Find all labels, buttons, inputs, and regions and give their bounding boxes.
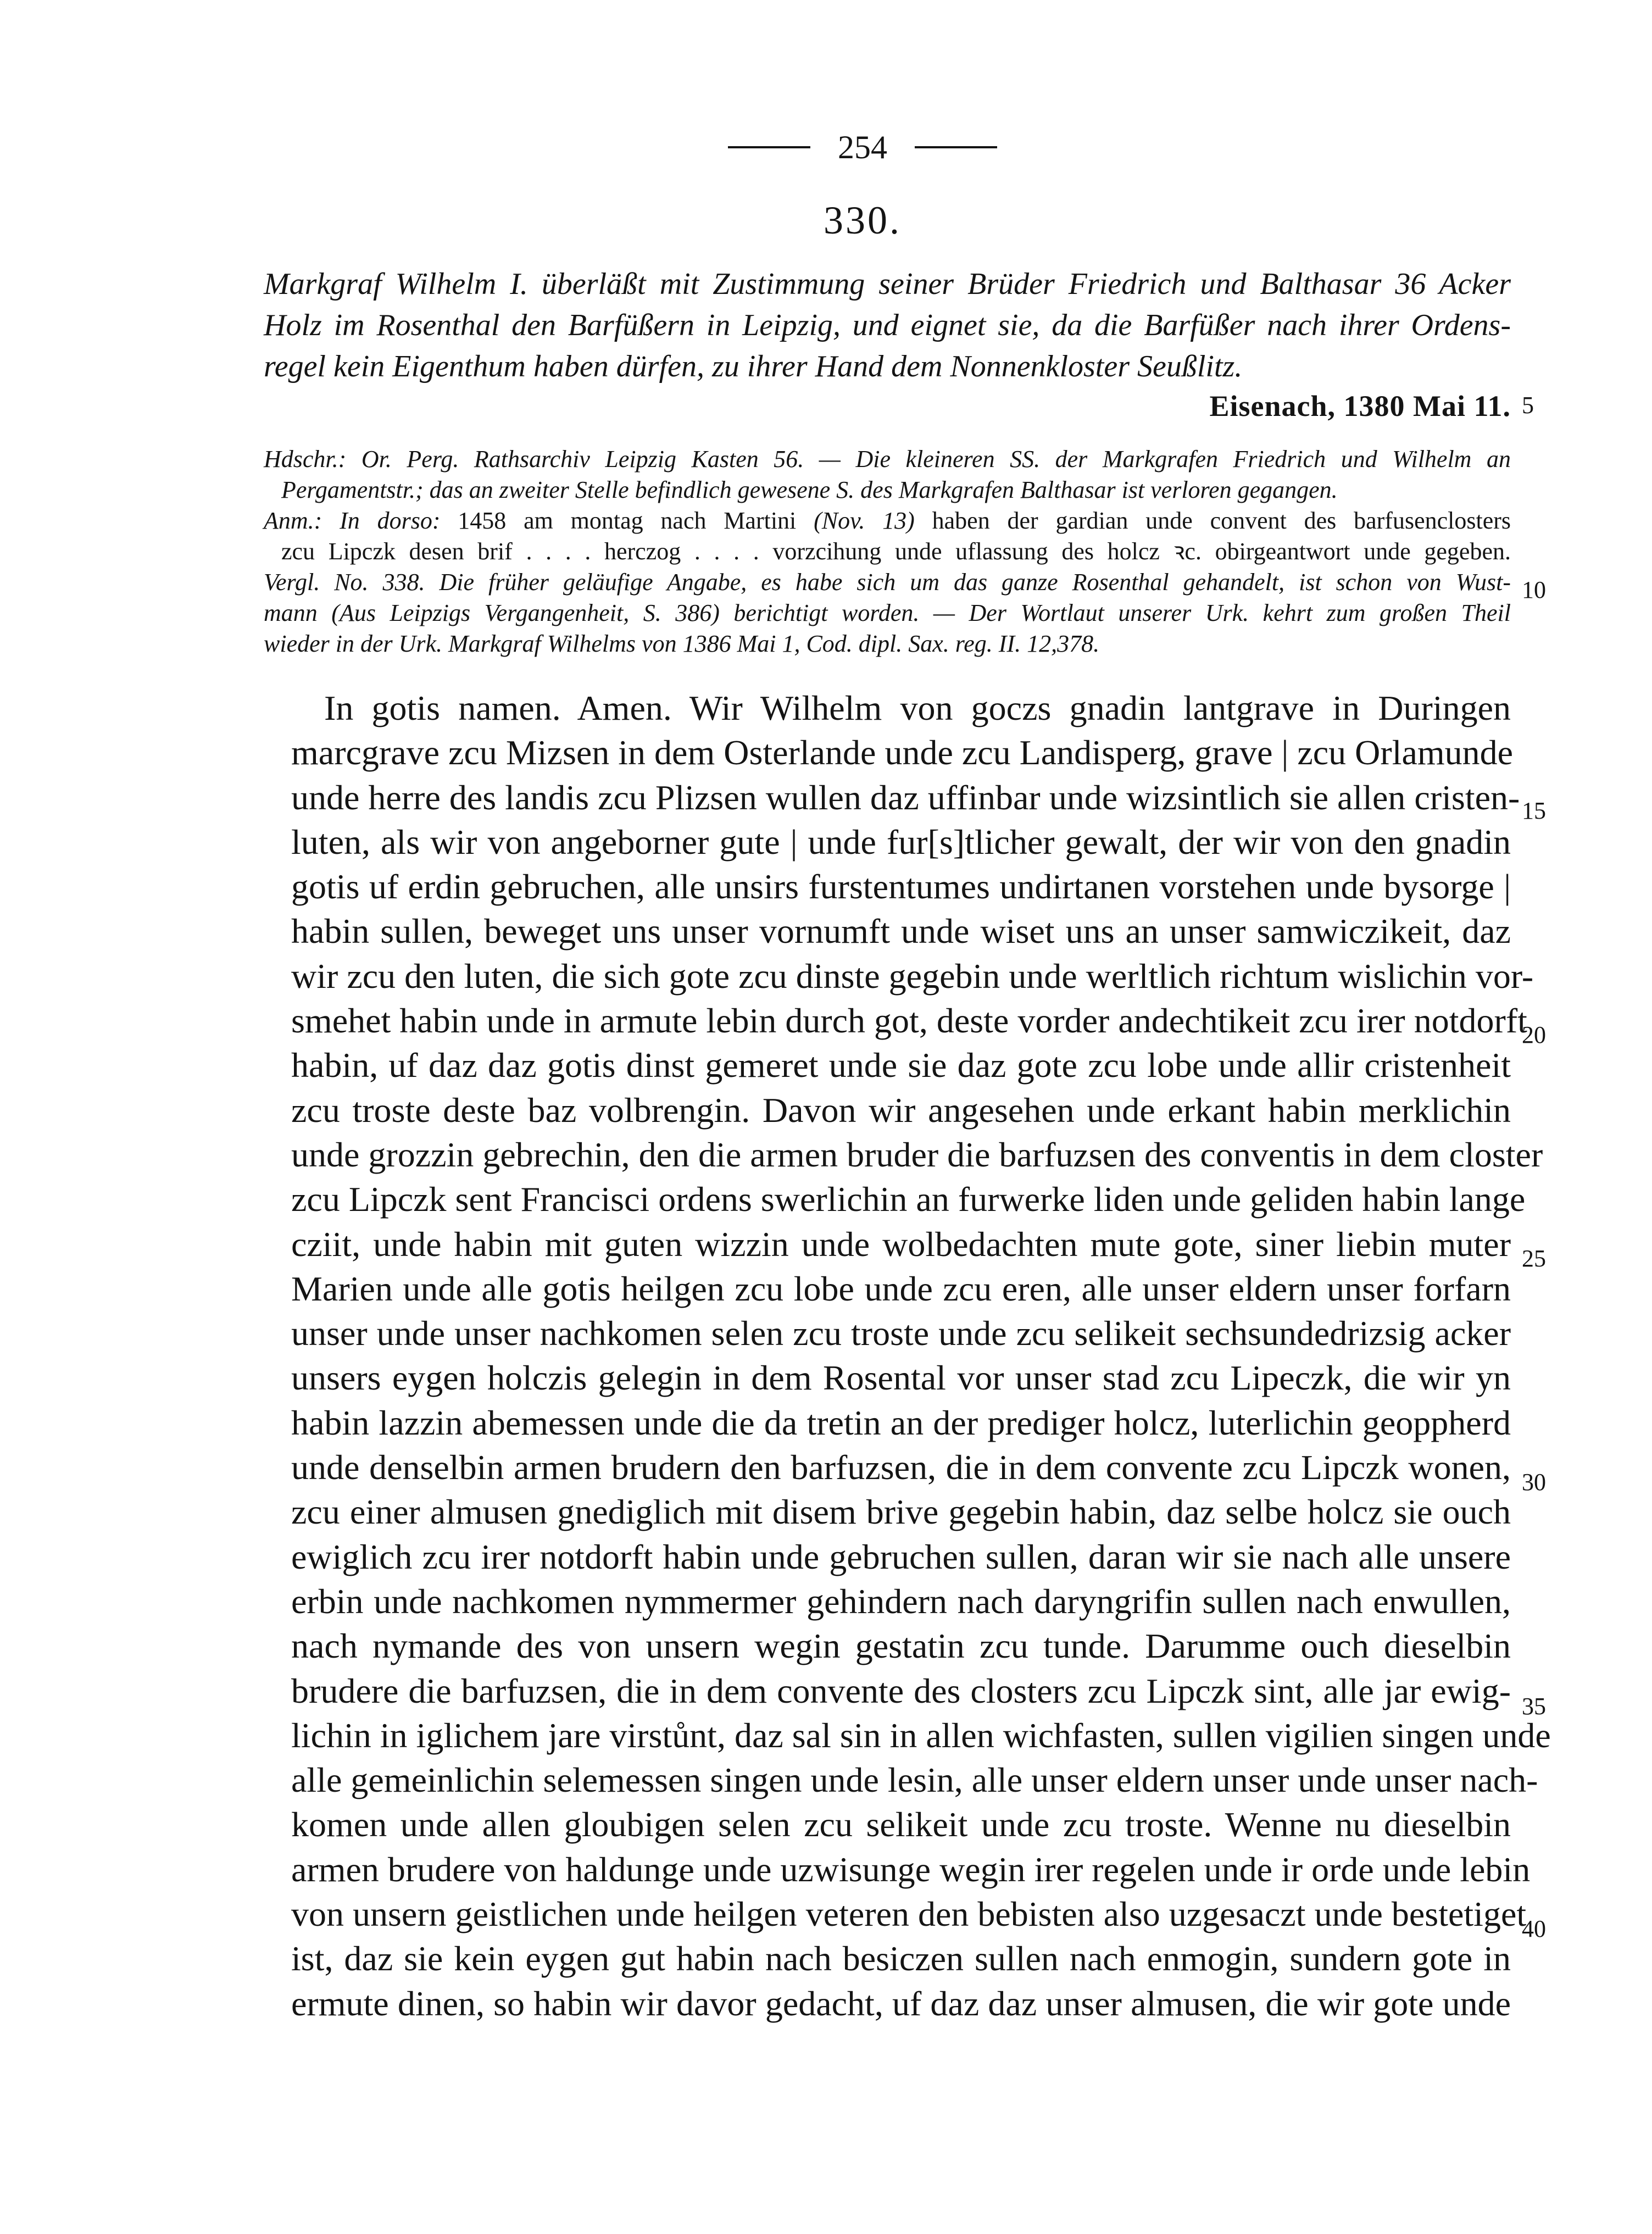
page-number-text: 254 <box>838 129 887 165</box>
regest-line: Holz im Rosenthal den Barfüßern in Leipzig, und eignet sie, da die Barfüßer nach ihrer Ordens- <box>264 308 1511 342</box>
line-number: 10 <box>1522 576 1546 603</box>
note-label: Anm.: In dorso: <box>264 507 441 534</box>
document-number: 330. <box>824 198 902 242</box>
body-line: zcu Lipczk sent Francisci ordens swerlichin an furwerke liden unde geliden habin lange <box>291 1180 1526 1219</box>
note-line: Vergl. No. 338. Die früher geläufige Angabe, es habe sich um das ganze Rosenthal gehandelt, ist schon von Wust- <box>264 569 1511 596</box>
body-line: brudere die barfuzsen, die in dem convente des closters zcu Lipczk sint, alle jar ewig- <box>291 1671 1511 1710</box>
note-date: (Nov. 13) <box>814 507 915 534</box>
body-line: komen unde allen gloubigen selen zcu selikeit unde zcu troste. Wenne nu dieselbin <box>291 1805 1511 1844</box>
body-line: nach nymande des von unsern wegin gestatin zcu tunde. Darumme ouch dieselbin <box>291 1626 1511 1666</box>
body-line: habin lazzin abemessen unde die da tretin an der prediger holcz, luterlichin geoppherd <box>291 1403 1511 1442</box>
body-line: armen brudere von haldunge unde uzwisunge wegin irer regelen unde ir orde unde lebin <box>291 1849 1531 1889</box>
note-text: 1458 am montag nach Martini <box>458 507 797 534</box>
note-line: Pergamentstr.; das an zweiter Stelle befindlich gewesene S. des Markgrafen Balthasar ist verloren gegangen. <box>281 476 1338 503</box>
note-line: zcu Lipczk desen brif . . . . herczog . . . . vorzcihung unde uflassung des holcz ꝛc. obirgeantwort unde gegeben. <box>281 538 1511 565</box>
note-line: wieder in der Urk. Markgraf Wilhelms von 1386 Mai 1, Cod. dipl. Sax. reg. II. 12,378. <box>264 630 1100 657</box>
line-number: 5 <box>1522 392 1534 419</box>
body-line: wir zcu den luten, die sich gote zcu dinste gegebin unde werltlich richtum wislichin vor- <box>291 956 1534 996</box>
body-line: zcu troste deste baz volbrengin. Davon wir angesehen unde erkant habin merklichin <box>291 1090 1511 1130</box>
body-line: smehet habin unde in armute lebin durch got, deste vorder andechtikeit zcu irer notdorft <box>291 1001 1527 1041</box>
page-number-left-rule <box>728 146 810 148</box>
line-number: 15 <box>1522 797 1546 824</box>
body-line: ewiglich zcu irer notdorft habin unde gebruchen sullen, daran wir sie nach alle unsere <box>291 1537 1511 1576</box>
page-number <box>681 120 1044 175</box>
note-line <box>264 505 1511 536</box>
line-number: 35 <box>1522 1693 1546 1720</box>
body-line: unser unde unser nachkomen selen zcu troste unde zcu selikeit sechsundedrizsig acker <box>291 1314 1511 1353</box>
body-line: unde grozzin gebrechin, den die armen bruder die barfuzsen des conventis in dem closter <box>291 1135 1543 1174</box>
body-line: unde denselbin armen brudern den barfuzsen, die in dem convente zcu Lipczk wonen, <box>291 1448 1511 1487</box>
note-line: mann (Aus Leipzigs Vergangenheit, S. 386) berichtigt worden. — Der Wortlaut unserer Urk. kehrt zum großen Theil <box>264 599 1511 626</box>
body-line: von unsern geistlichen unde heilgen veteren den bebisten also uzgesaczt unde bestetiget <box>291 1894 1527 1934</box>
body-line: habin, uf daz daz gotis dinst gemeret unde sie daz gote zcu lobe unde allir cristenheit <box>291 1046 1511 1085</box>
body-line: unsers eygen holczis gelegin in dem Rosental vor unser stad zcu Lipeczk, die wir yn <box>291 1358 1511 1398</box>
regest <box>264 264 1511 387</box>
dateline: Eisenach, 1380 Mai 11. <box>1209 390 1511 423</box>
note-line: Hdschr.: Or. Perg. Rathsarchiv Leipzig Kasten 56. — Die kleineren SS. der Markgrafen Friedrich und Wilhelm an <box>264 446 1511 473</box>
source-notes <box>264 444 1511 659</box>
body-line: marcgrave zcu Mizsen in dem Osterlande unde zcu Landisperg, grave | zcu Orlamunde <box>291 733 1514 773</box>
body-line: Marien unde alle gotis heilgen zcu lobe unde zcu eren, alle unser eldern unser forfarn <box>291 1269 1511 1308</box>
body-line: alle gemeinlichin selemessen singen unde lesin, alle unser eldern unser unde unser nach- <box>291 1760 1538 1800</box>
body-line: ermute dinen, so habin wir davor gedacht, uf daz daz unser almusen, die wir gote unde <box>291 1983 1511 2023</box>
body-line: cziit, unde habin mit guten wizzin unde wolbedachten mute gote, siner liebin muter <box>291 1224 1511 1264</box>
body-line: lichin in iglichem jare virstůnt, daz sal sin in allen wichfasten, sullen vigilien singen unde <box>291 1715 1551 1755</box>
line-number: 20 <box>1522 1021 1546 1048</box>
line-number: 25 <box>1522 1245 1546 1272</box>
regest-line: Markgraf Wilhelm I. überläßt mit Zustimmung seiner Brüder Friedrich und Balthasar 36 Acker <box>264 267 1511 301</box>
body-line: luten, als wir von angeborner gute | unde fur[s]tlicher gewalt, der wir von den gnadin <box>291 822 1511 862</box>
page-number-right-rule <box>915 146 997 148</box>
body-line: In gotis namen. Amen. Wir Wilhelm von goczs gnadin lantgrave in Duringen <box>324 688 1511 727</box>
body-line: unde herre des landis zcu Plizsen wullen daz uffinbar unde wizsintlich sie allen cristen- <box>291 777 1520 817</box>
regest-line: regel kein Eigenthum haben dürfen, zu ihrer Hand dem Nonnenkloster Seußlitz. <box>264 349 1243 384</box>
line-number: 40 <box>1522 1915 1546 1942</box>
body-line: erbin unde nachkomen nymmermer gehindern nach daryngrifin sullen nach enwullen, <box>291 1581 1511 1621</box>
line-number: 30 <box>1522 1469 1546 1496</box>
body-line: habin sullen, beweget uns unser vornumft unde wiset uns an unser samwiczikeit, daz <box>291 912 1511 951</box>
body-line: ist, daz sie kein eygen gut habin nach besiczen sullen nach enmogin, sundern gote in <box>291 1939 1511 1979</box>
body-line: zcu einer almusen gnediglich mit disem brive gegebin habin, daz selbe holcz sie ouch <box>291 1492 1511 1532</box>
body-line: gotis uf erdin gebruchen, alle unsirs furstentumes undirtanen vorstehen unde bysorge | <box>291 867 1511 907</box>
note-text: haben der gardian unde convent des barfusenclosters <box>932 507 1511 534</box>
